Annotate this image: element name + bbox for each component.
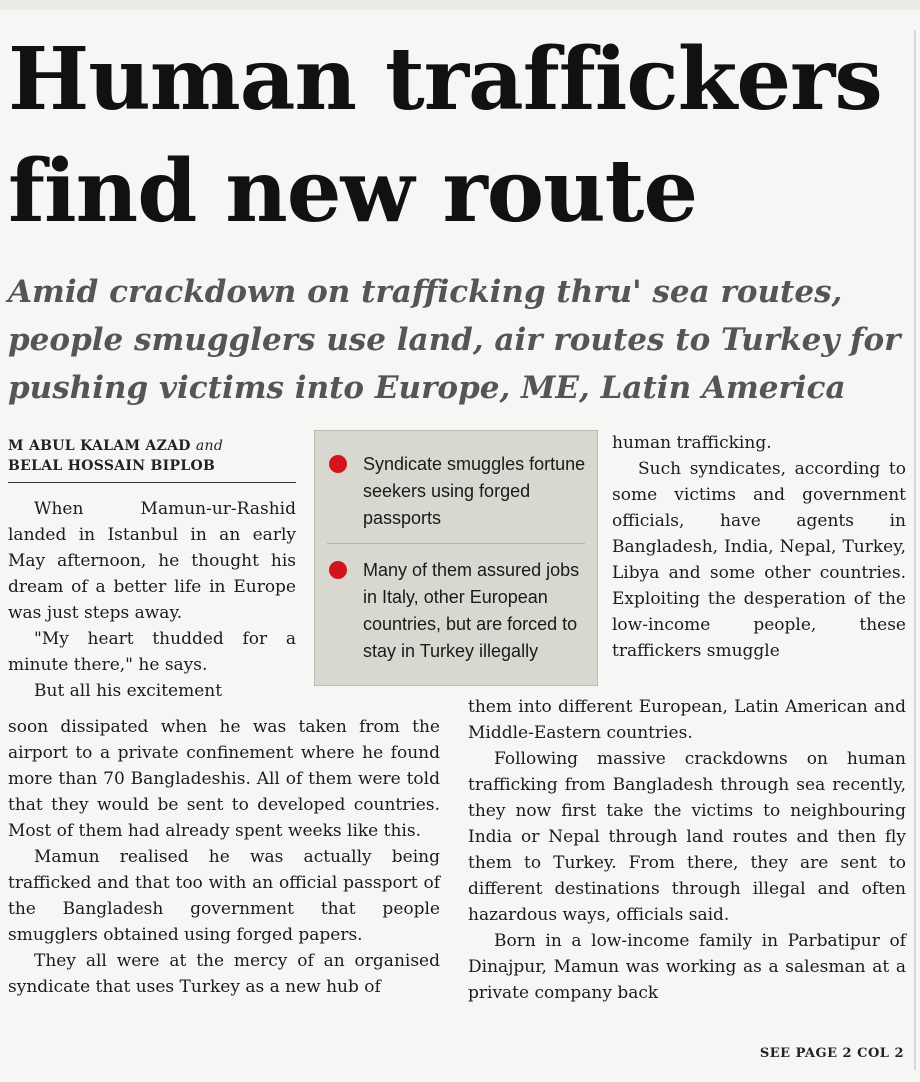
byline: [8, 436, 300, 483]
byline-author-2: BELAL HOSSAIN BIPLOB: [8, 458, 216, 474]
paragraph-continued: soon dissipated when he was taken from the airport to a private confinement where he found more than 70 Bangladeshis. All of them were told that they would be sent to developed countries. Most of them had already spent weeks like this.: [8, 717, 440, 841]
highlight-item: [329, 451, 587, 532]
red-bullet-icon: [329, 455, 347, 473]
red-bullet-icon: [329, 561, 347, 579]
headline: Human traffickers find new route: [8, 29, 882, 242]
body-column-1-top: [8, 496, 296, 704]
body-column-2-bottom: [468, 694, 906, 1006]
paragraph: Such syndicates, according to some victims and government officials, have agents in Bangladesh, India, Nepal, Turkey, Libya and some other countries. Exploiting the desperation of the low-income people, these traffickers smuggle: [612, 459, 906, 661]
paragraph: When Mamun-ur-Rashid landed in Istanbul in an early May afternoon, he thought his dream of a better life in Europe was just steps away.: [8, 499, 296, 623]
body-column-2-top: [612, 430, 906, 664]
highlights-box: [314, 430, 598, 686]
paragraph: Mamun realised he was actually being trafficked and that too with an official passport of the Bangladesh government that people smugglers obtained using forged papers.: [8, 847, 440, 945]
highlight-text: Syndicate smuggles fortune seekers using forged passports: [363, 454, 586, 528]
continuation-link[interactable]: SEE PAGE 2 COL 2: [759, 1046, 904, 1061]
byline-connector: and: [195, 438, 224, 454]
subheadline-deck: Amid crackdown on trafficking thru' sea routes, people smugglers use land, air routes to Turkey for pushing victims into Europe, ME, Latin America: [8, 274, 901, 406]
top-margin-band: [0, 0, 920, 10]
byline-rule: [8, 482, 296, 483]
paragraph-continued: them into different European, Latin American and Middle-Eastern countries.: [468, 697, 906, 743]
paragraph-continued: human trafficking.: [612, 433, 772, 453]
paragraph: But all his excitement: [34, 681, 223, 701]
highlight-divider: [327, 543, 585, 544]
paragraph: "My heart thudded for a minute there," he says.: [8, 629, 296, 675]
page-edge-rule: [914, 30, 916, 1070]
body-column-1-bottom: [8, 714, 440, 1000]
highlight-text: Many of them assured jobs in Italy, other European countries, but are forced to stay in Turkey illegally: [363, 560, 580, 661]
paragraph: They all were at the mercy of an organised syndicate that uses Turkey as a new hub of: [8, 951, 440, 997]
highlight-item: [329, 557, 587, 665]
paragraph: Following massive crackdowns on human trafficking from Bangladesh through sea recently, they now first take the victims to neighbouring India or Nepal through land routes and then fly them to Turkey. From there, they are sent to different destinations through illegal and often hazardous ways, officials said.: [468, 749, 906, 925]
byline-author-1: M ABUL KALAM AZAD: [8, 438, 191, 454]
paragraph: Born in a low-income family in Parbatipur of Dinajpur, Mamun was working as a salesman at a private company back: [468, 931, 906, 1003]
